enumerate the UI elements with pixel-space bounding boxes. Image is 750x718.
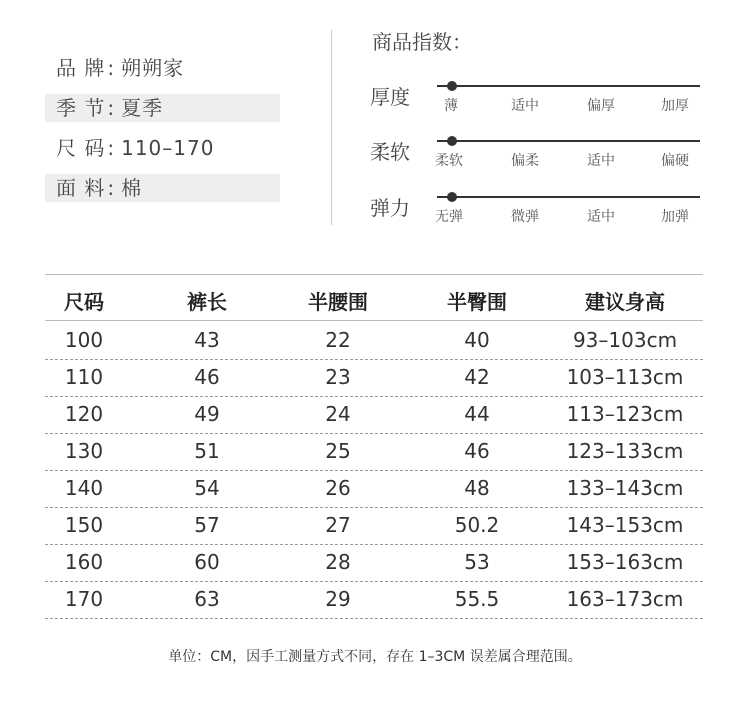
table-cell: 48 bbox=[464, 476, 490, 500]
table-cell: 100 bbox=[64, 328, 104, 352]
index-option: 无弹 bbox=[435, 209, 463, 225]
table-cell: 28 bbox=[325, 550, 351, 574]
table-cell: 42 bbox=[464, 365, 490, 389]
attribute-colon: : bbox=[107, 176, 116, 200]
attribute-value: 棉 bbox=[121, 176, 143, 200]
attribute-label: 面 料 bbox=[56, 176, 106, 200]
table-cell: 103–113cm bbox=[566, 365, 684, 389]
table-cell: 150 bbox=[64, 513, 104, 537]
attribute-colon: : bbox=[107, 96, 116, 120]
table-cell: 50.2 bbox=[454, 513, 500, 537]
attribute-value: 朔朔家 bbox=[121, 56, 185, 80]
table-cell: 44 bbox=[464, 402, 490, 426]
footnote: 单位：CM，因手工测量方式不同，存在 1–3CM 误差属合理范围。 bbox=[168, 649, 582, 665]
index-option: 微弹 bbox=[511, 209, 539, 225]
table-cell: 49 bbox=[194, 402, 220, 426]
index-marker bbox=[447, 192, 457, 202]
attribute-row bbox=[45, 94, 280, 122]
index-option: 适中 bbox=[587, 209, 615, 225]
attribute-value: 110–170 bbox=[121, 136, 215, 160]
table-cell: 25 bbox=[325, 439, 351, 463]
table-cell: 23 bbox=[325, 365, 351, 389]
table-cell: 123–133cm bbox=[566, 439, 684, 463]
index-option: 柔软 bbox=[435, 153, 463, 169]
column-header: 半臀围 bbox=[447, 290, 507, 314]
index-name: 厚度 bbox=[370, 85, 410, 109]
table-header-separator bbox=[45, 320, 703, 321]
table-cell: 60 bbox=[194, 550, 220, 574]
table-cell: 46 bbox=[464, 439, 490, 463]
table-cell: 93–103cm bbox=[572, 328, 678, 352]
table-cell: 22 bbox=[325, 328, 351, 352]
table-cell: 29 bbox=[325, 587, 351, 611]
table-row bbox=[45, 433, 703, 471]
table-row bbox=[45, 581, 703, 619]
index-option: 适中 bbox=[587, 153, 615, 169]
table-cell: 55.5 bbox=[454, 587, 500, 611]
index-track bbox=[437, 85, 700, 87]
table-cell: 130 bbox=[64, 439, 104, 463]
index-option: 加弹 bbox=[661, 209, 689, 225]
table-cell: 140 bbox=[64, 476, 104, 500]
table-cell: 120 bbox=[64, 402, 104, 426]
table-cell: 40 bbox=[464, 328, 490, 352]
table-cell: 43 bbox=[194, 328, 220, 352]
table-cell: 24 bbox=[325, 402, 351, 426]
table-cell: 54 bbox=[194, 476, 220, 500]
index-option: 适中 bbox=[511, 98, 539, 114]
attribute-colon: : bbox=[107, 136, 116, 160]
index-option: 偏柔 bbox=[511, 153, 539, 169]
index-option: 加厚 bbox=[661, 98, 689, 114]
table-top-border bbox=[45, 274, 703, 275]
table-cell: 63 bbox=[194, 587, 220, 611]
attribute-colon: : bbox=[107, 56, 116, 80]
table-cell: 46 bbox=[194, 365, 220, 389]
table-cell: 133–143cm bbox=[566, 476, 684, 500]
index-track bbox=[437, 196, 700, 198]
table-cell: 53 bbox=[464, 550, 490, 574]
table-cell: 153–163cm bbox=[566, 550, 684, 574]
attribute-row bbox=[45, 174, 280, 202]
table-cell: 110 bbox=[64, 365, 104, 389]
table-row bbox=[45, 470, 703, 508]
table-cell: 170 bbox=[64, 587, 104, 611]
index-option: 偏硬 bbox=[661, 153, 689, 169]
index-title: 商品指数： bbox=[372, 30, 472, 54]
table-cell: 113–123cm bbox=[566, 402, 684, 426]
column-header: 尺码 bbox=[64, 290, 104, 314]
table-cell: 26 bbox=[325, 476, 351, 500]
index-name: 柔软 bbox=[370, 140, 410, 164]
attribute-row bbox=[45, 54, 280, 82]
index-name: 弹力 bbox=[370, 196, 410, 220]
table-row bbox=[45, 507, 703, 545]
table-cell: 143–153cm bbox=[566, 513, 684, 537]
vertical-divider bbox=[331, 30, 332, 225]
table-row bbox=[45, 322, 703, 360]
table-cell: 57 bbox=[194, 513, 220, 537]
attribute-value: 夏季 bbox=[121, 96, 164, 120]
attribute-label: 品 牌 bbox=[56, 56, 106, 80]
column-header: 建议身高 bbox=[585, 290, 665, 314]
index-option: 偏厚 bbox=[587, 98, 615, 114]
table-row bbox=[45, 359, 703, 397]
index-option: 薄 bbox=[444, 98, 458, 114]
index-track bbox=[437, 140, 700, 142]
table-row bbox=[45, 396, 703, 434]
table-cell: 51 bbox=[194, 439, 220, 463]
attribute-label: 季 节 bbox=[56, 96, 106, 120]
column-header: 裤长 bbox=[187, 290, 227, 314]
index-marker bbox=[447, 81, 457, 91]
attribute-row bbox=[45, 134, 280, 162]
table-cell: 163–173cm bbox=[566, 587, 684, 611]
index-marker bbox=[447, 136, 457, 146]
table-cell: 160 bbox=[64, 550, 104, 574]
column-header: 半腰围 bbox=[308, 290, 368, 314]
attribute-label: 尺 码 bbox=[56, 136, 106, 160]
table-cell: 27 bbox=[325, 513, 351, 537]
table-row bbox=[45, 544, 703, 582]
